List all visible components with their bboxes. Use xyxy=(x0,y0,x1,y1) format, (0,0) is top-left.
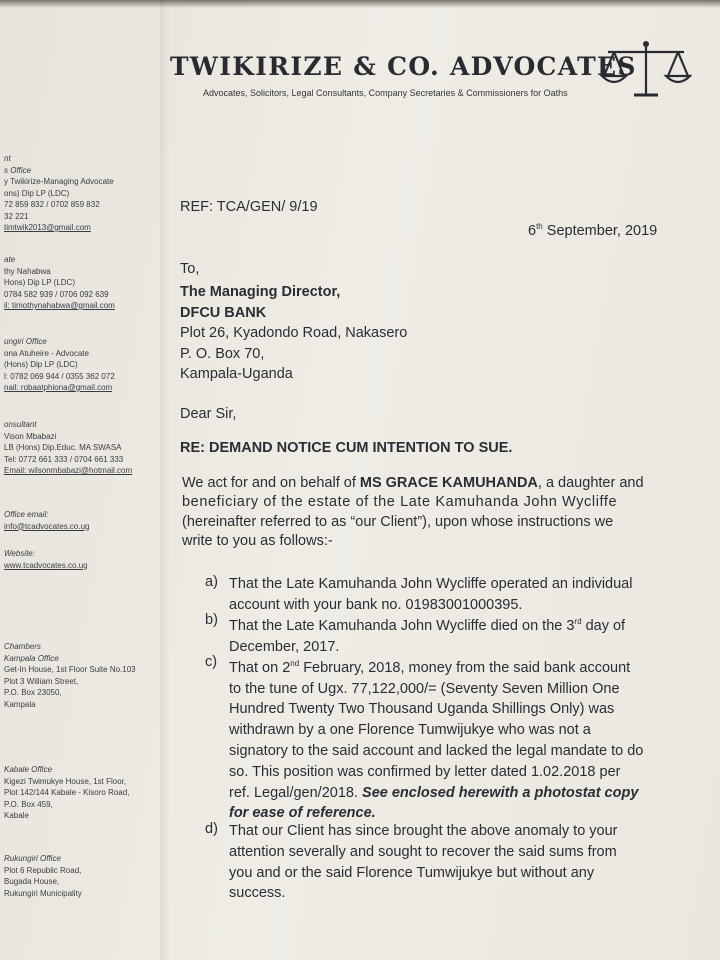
page-edge-shadow xyxy=(0,0,720,8)
item-line: you and or the said Florence Tumwijukye but without any xyxy=(229,864,595,881)
item-line: That the Late Kamuhanda John Wycliffe died on the 3rd day of xyxy=(229,617,626,634)
item-b xyxy=(229,612,625,657)
intro-line: We act for and on behalf of MS GRACE KAMUHANDA, a daughter and xyxy=(182,475,644,491)
item-line: attention severally and sought to recover the said sums from xyxy=(229,843,617,860)
sidebar-line: P.O. Box 23050, xyxy=(4,688,62,697)
sidebar-line: Hons) Dip LP (LDC) xyxy=(4,278,75,287)
subject-line: RE: DEMAND NOTICE CUM INTENTION TO SUE. xyxy=(180,440,513,456)
sidebar-line: thy Nahabwa xyxy=(4,266,51,276)
item-a xyxy=(229,574,632,616)
sidebar-line: Kigezi Twimukye House, 1st Floor, xyxy=(4,776,127,786)
sidebar-line: LB (Hons) Dip.Educ. MA SWASA xyxy=(4,443,122,452)
reference-number: REF: TCA/GEN/ 9/19 xyxy=(180,199,318,215)
sidebar-line: ona Atuheire - Advocate xyxy=(4,348,89,358)
recipient-bank: DFCU BANK xyxy=(180,305,267,321)
item-line: withdrawn by a one Florence Tumwijukye who was not a xyxy=(229,722,591,739)
sidebar-line: Plot 3 William Street, xyxy=(4,676,79,686)
scales-of-justice-icon xyxy=(600,38,692,100)
sidebar-line: l: 0782 069 944 / 0355 362 072 xyxy=(4,371,115,381)
item-d xyxy=(229,821,618,904)
sidebar-email: il: timothynahabwa@gmail.com xyxy=(4,301,115,310)
item-line: so. This position was confirmed by letter dated 1.02.2018 per xyxy=(229,763,621,780)
item-line: That our Client has since brought the above anomaly to your xyxy=(229,823,618,839)
sidebar-email: Email: wilsonmbabazi@hotmail.com xyxy=(4,466,133,475)
sidebar-line: Rukungiri Municipality xyxy=(4,888,82,898)
sidebar-line: Plot 142/144 Kabale - Kisoro Road, xyxy=(4,788,130,797)
item-line: for ease of reference. xyxy=(229,805,376,822)
sidebar-line: Rukungiri Office xyxy=(4,854,61,863)
page-fold-shadow xyxy=(160,0,170,960)
item-c xyxy=(229,654,643,824)
address-line: Kampala-Uganda xyxy=(180,366,293,382)
item-line: December, 2017. xyxy=(229,638,340,655)
sidebar-line: ungiri Office xyxy=(4,337,47,346)
sidebar-kabale-office xyxy=(4,764,129,822)
item-line: account with your bank no. 01983001000395. xyxy=(229,596,523,613)
sidebar-line: Kampala Office xyxy=(4,653,59,663)
salutation: Dear Sir, xyxy=(180,406,237,422)
sidebar-consultant xyxy=(4,419,132,477)
sidebar-line: Office email: xyxy=(4,510,49,519)
sidebar-partner-managing xyxy=(4,153,114,234)
sidebar-website-link: www.tcadvocates.co.ug xyxy=(4,560,88,570)
sidebar-chambers xyxy=(4,641,136,710)
sidebar-line: Plot 6 Republic Road, xyxy=(4,865,82,875)
intro-line: (hereinafter referred to as “our Client”), upon whose instructions we xyxy=(182,513,614,530)
sidebar-line: P.O. Box 459, xyxy=(4,799,53,809)
sidebar-office-email xyxy=(4,509,90,532)
item-line: signatory to the said account and lacked the legal mandate to do xyxy=(229,743,644,760)
intro-line: write to you as follows:- xyxy=(182,533,333,550)
sidebar-line: Kabale xyxy=(4,811,29,820)
sidebar-line: onsultant xyxy=(4,420,37,429)
sidebar-line: s Office xyxy=(4,165,32,175)
sidebar-line: y Twikirize-Managing Advocate xyxy=(4,177,114,186)
sidebar-line: Get-In House, 1st Floor Suite No.103 xyxy=(4,665,136,674)
sidebar-partner-atuheire xyxy=(4,336,115,394)
sidebar-email: nail: robaatphiona@gmail.com xyxy=(4,383,113,392)
sidebar-line: ate xyxy=(4,255,16,264)
item-marker-a: a) xyxy=(205,574,218,590)
firm-name: TWIKIRIZE & CO. ADVOCATES xyxy=(170,52,637,81)
sidebar-line: Vison Mbabazi xyxy=(4,431,57,441)
sidebar-line: 72 859 832 / 0702 859 832 xyxy=(4,200,100,209)
item-line: Hundred Twenty Two Thousand Uganda Shillings Only) was xyxy=(229,701,615,718)
intro-paragraph xyxy=(182,474,662,552)
letter-date: 6th September, 2019 xyxy=(528,222,658,239)
recipient-title: The Managing Director, xyxy=(180,284,341,300)
sidebar-email: timtwik2013@gmail.com xyxy=(4,223,91,232)
item-marker-d: d) xyxy=(205,821,218,837)
sidebar-website xyxy=(4,548,88,571)
item-line: That the Late Kamuhanda John Wycliffe operated an individual xyxy=(229,576,633,592)
sidebar-partner-nahabwa xyxy=(4,254,115,312)
item-line: ref. Legal/gen/2018. See enclosed herewith a photostat copy xyxy=(229,784,639,801)
sidebar-line: (Hons) Dip LP (LDC) xyxy=(4,360,78,369)
item-line: to the tune of Ugx. 77,122,000/= (Seventy Seven Million One xyxy=(229,680,620,697)
intro-line: beneficiary of the estate of the Late Kamuhanda John Wycliffe xyxy=(182,494,618,511)
sidebar-line: Bugada House, xyxy=(4,877,60,886)
sidebar-line: ons) Dip LP (LDC) xyxy=(4,188,70,198)
firm-services-tagline: Advocates, Solicitors, Legal Consultants, Company Secretaries & Commissioners for Oaths xyxy=(203,88,568,98)
item-marker-b: b) xyxy=(205,612,218,628)
sidebar-email: info@tcadvocates.co.ug xyxy=(4,521,90,531)
sidebar-line: Tel: 0772 661 333 / 0704 661 333 xyxy=(4,454,124,464)
item-marker-c: c) xyxy=(205,654,218,670)
address-line: P. O. Box 70, xyxy=(180,346,265,362)
sidebar-line: 32 221 xyxy=(4,211,29,221)
item-line: That on 2nd February, 2018, money from the said bank account xyxy=(229,659,631,676)
sidebar-rukungiri-office xyxy=(4,853,82,899)
sidebar-line: Website: xyxy=(4,549,35,558)
item-line: success. xyxy=(229,885,286,902)
to-line: To, xyxy=(180,261,200,277)
sidebar-line: nt xyxy=(4,154,11,163)
address-line: Plot 26, Kyadondo Road, Nakasero xyxy=(180,325,408,341)
sidebar-line: Chambers xyxy=(4,642,41,651)
sidebar-line: Kabale Office xyxy=(4,765,53,774)
sidebar-line: Kampala xyxy=(4,699,36,709)
sidebar-line: 0784 582 939 / 0706 092 639 xyxy=(4,289,109,299)
